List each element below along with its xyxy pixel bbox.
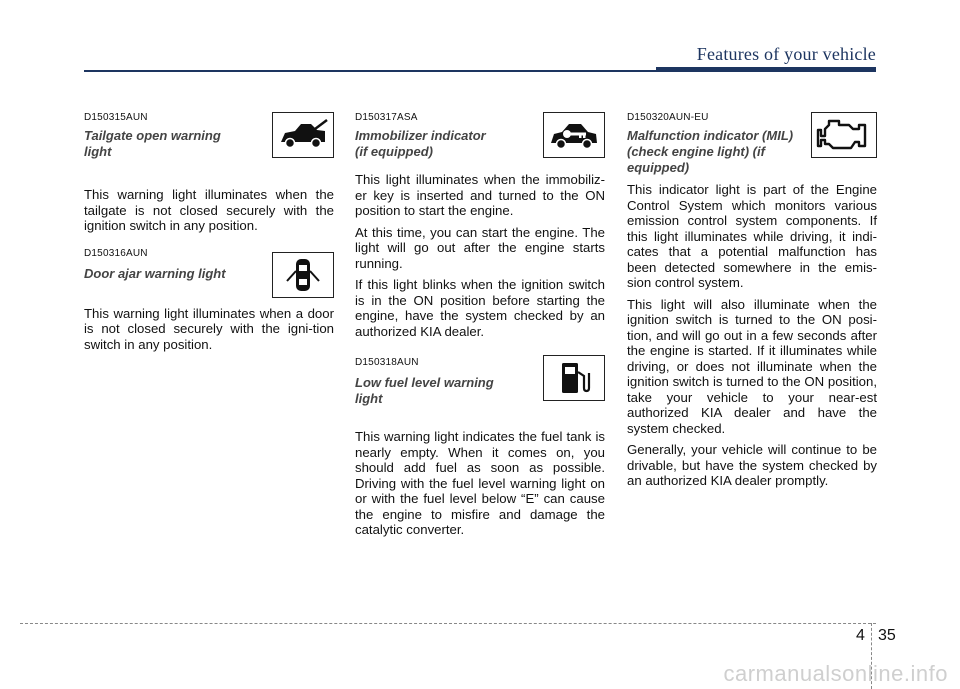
page-number: 35	[878, 627, 896, 644]
body-paragraph: This indicator light is part of the Engine Control System which monitors various emission control system components. If this light illuminates while driving, it indi-cates that a potential malfunction has been detected somewhere in the emis-sion control system.	[627, 182, 877, 290]
section-malfunction-indicator	[627, 112, 877, 489]
immobilizer-key-icon	[543, 112, 605, 158]
section-heading: Immobilizer indicator (if equipped)	[355, 128, 486, 159]
body-paragraph: This light illuminates when the immobiliz-er key is inserted and turned to the ON position to start the engine.	[355, 172, 605, 218]
header-rule-accent	[656, 67, 876, 72]
column-1	[84, 112, 334, 358]
section-code: D150317ASA	[355, 112, 418, 123]
body-paragraph: This warning light illuminates when the tailgate is not closed securely with the ignition switch in any position.	[84, 187, 334, 233]
section-heading: Door ajar warning light	[84, 265, 226, 281]
body-paragraph: If this light blinks when the ignition switch is in the ON position before starting the engine, have the system checked by an authorized KIA dealer.	[355, 277, 605, 339]
footer-rule	[20, 623, 876, 624]
chapter-number: 4	[856, 627, 865, 644]
column-2	[355, 112, 605, 544]
section-immobilizer	[355, 112, 605, 339]
check-engine-icon	[811, 112, 877, 158]
section-code: D150320AUN-EU	[627, 112, 709, 123]
section-heading: Low fuel level warning light	[355, 375, 494, 406]
body-paragraph: At this time, you can start the engine. The light will go out after the engine starts running.	[355, 224, 605, 271]
section-heading: Malfunction indicator (MIL) (check engine light) (if equipped)	[627, 128, 794, 175]
watermark-text: carmanualsonline.info	[723, 661, 948, 686]
tailgate-open-icon	[272, 112, 334, 158]
door-ajar-icon	[272, 252, 334, 298]
section-door-ajar	[84, 248, 334, 353]
section-code: D150318AUN	[355, 357, 419, 368]
body-paragraph: This light will also illuminate when the ignition switch is turned to the ON posi-tion, and will go out in a few seconds after the engine is started. If it illuminates while driving, or does not illuminate when the ignition switch is turned to the ON position, take your vehicle to your near-est authorized KIA dealer and have the system checked.	[627, 296, 877, 436]
body-paragraph: This warning light indicates the fuel tank is nearly empty. When it comes on, you should add fuel as soon as possible. Driving with the fuel level warning light on or with the fuel level below “E” can cause the engine to misfire and damage the catalytic converter.	[355, 429, 605, 537]
running-header-title: Features of your vehicle	[696, 44, 876, 64]
body-paragraph: This warning light illuminates when a door is not closed securely with the igni-tion switch in any position.	[84, 305, 334, 352]
body-paragraph: Generally, your vehicle will continue to be drivable, but have the system checked by an authorized KIA dealer promptly.	[627, 442, 877, 488]
section-heading: Tailgate open warning light	[84, 128, 221, 159]
fuel-pump-icon	[543, 355, 605, 401]
section-tailgate-open	[84, 112, 334, 234]
section-code: D150315AUN	[84, 112, 148, 123]
section-code: D150316AUN	[84, 247, 148, 259]
section-low-fuel	[355, 357, 605, 538]
column-3	[627, 112, 877, 495]
